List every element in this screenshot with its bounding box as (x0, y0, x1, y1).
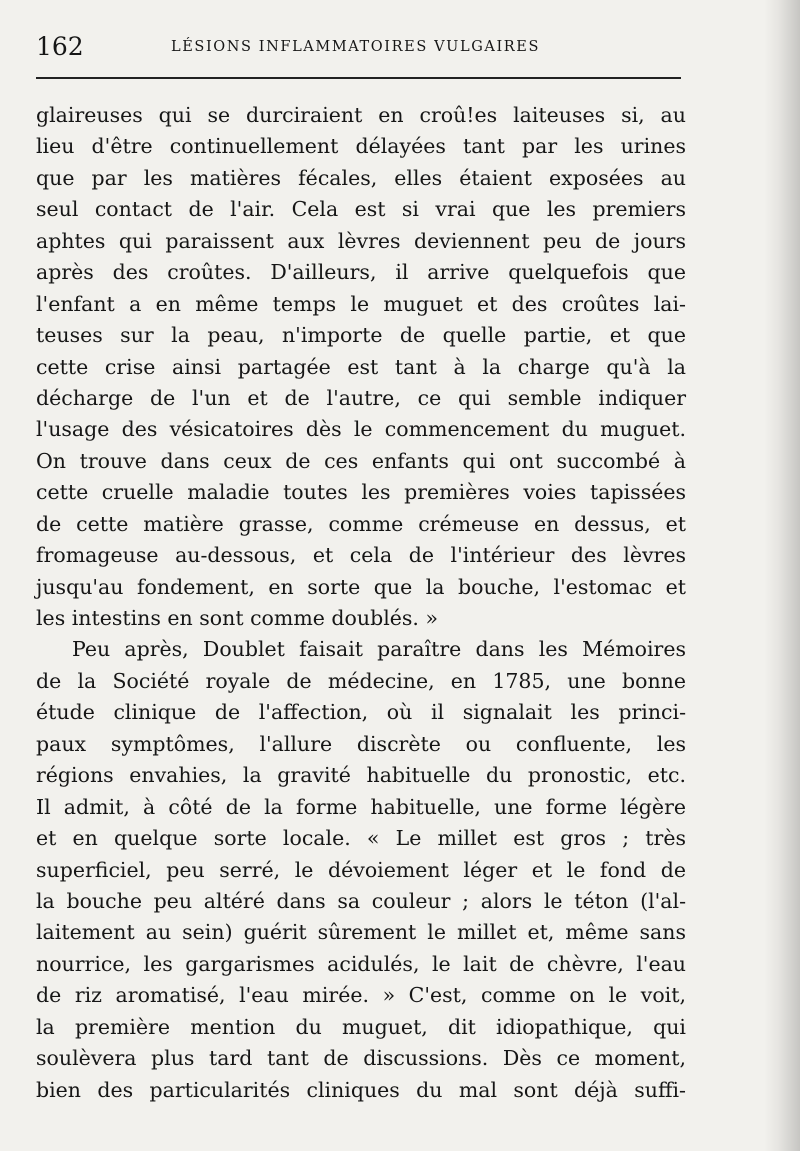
text-line: soulèvera plus tard tant de discussions. Dès ce moment, (36, 1046, 686, 1071)
text-line: de cette matière grasse, comme crémeuse en dessus, et (36, 511, 686, 536)
text-line: cette cruelle maladie toutes les premières voies tapissées (36, 480, 686, 505)
page-gutter-shadow (764, 0, 800, 1151)
header-rule (36, 77, 681, 79)
text-line: de riz aromatisé, l'eau mirée. » C'est, comme on le voit, (36, 983, 686, 1008)
text-line: après des croûtes. D'ailleurs, il arrive quelquefois que (36, 260, 686, 285)
text-line: seul contact de l'air. Cela est si vrai que les premiers (36, 197, 686, 222)
text-line: fromageuse au-dessous, et cela de l'intérieur des lèvres (36, 543, 686, 568)
text-line: bien des particularités cliniques du mal sont déjà suffi- (36, 1077, 686, 1102)
page-number: 162 (36, 32, 84, 61)
text-line: de la Société royale de médecine, en 1785, une bonne (36, 668, 686, 693)
text-line: nourrice, les gargarismes acidulés, le lait de chèvre, l'eau (36, 951, 686, 976)
text-line: paux symptômes, l'allure discrète ou confluente, les (36, 731, 686, 756)
text-line: l'usage des vésicatoires dès le commencement du muguet. (36, 417, 686, 442)
text-line: la bouche peu altéré dans sa couleur ; alors le téton (l'al- (36, 888, 686, 913)
text-line: jusqu'au fondement, en sorte que la bouche, l'estomac et (36, 574, 686, 599)
paragraph-end-line: les intestins en sont comme doublés. » (36, 606, 439, 630)
text-line: étude clinique de l'affection, où il signalait les princi- (36, 700, 686, 725)
text-line: la première mention du muguet, dit idiopathique, qui (36, 1014, 686, 1039)
running-head (36, 30, 686, 64)
text-line: aphtes qui paraissent aux lèvres deviennent peu de jours (36, 228, 686, 253)
body-text (36, 100, 686, 1106)
text-line: et en quelque sorte locale. « Le millet est gros ; très (36, 826, 686, 851)
text-line: superficiel, peu serré, le dévoiement léger et le fond de (36, 857, 686, 882)
text-line: Il admit, à côté de la forme habituelle, une forme légère (36, 794, 686, 819)
text-line: teuses sur la peau, n'importe de quelle partie, et que (36, 323, 686, 348)
text-line: On trouve dans ceux de ces enfants qui ont succombé à (36, 448, 686, 473)
paragraph-start-line: Peu après, Doublet faisait paraître dans les Mémoires (72, 637, 686, 662)
text-line: régions envahies, la gravité habituelle du pronostic, etc. (36, 763, 686, 788)
text-line: décharge de l'un et de l'autre, ce qui semble indiquer (36, 385, 686, 410)
running-title: LÉSIONS INFLAMMATOIRES VULGAIRES (171, 39, 541, 55)
text-line: cette crise ainsi partagée est tant à la charge qu'à la (36, 354, 686, 379)
text-line: lieu d'être continuellement délayées tant par les urines (36, 134, 686, 159)
text-line: que par les matières fécales, elles étaient exposées au (36, 165, 686, 190)
text-line: laitement au sein) guérit sûrement le millet et, même sans (36, 920, 686, 945)
text-line: glaireuses qui se durciraient en croû!es laiteuses si, au (36, 103, 686, 127)
text-line: l'enfant a en même temps le muguet et des croûtes lai- (36, 291, 686, 316)
